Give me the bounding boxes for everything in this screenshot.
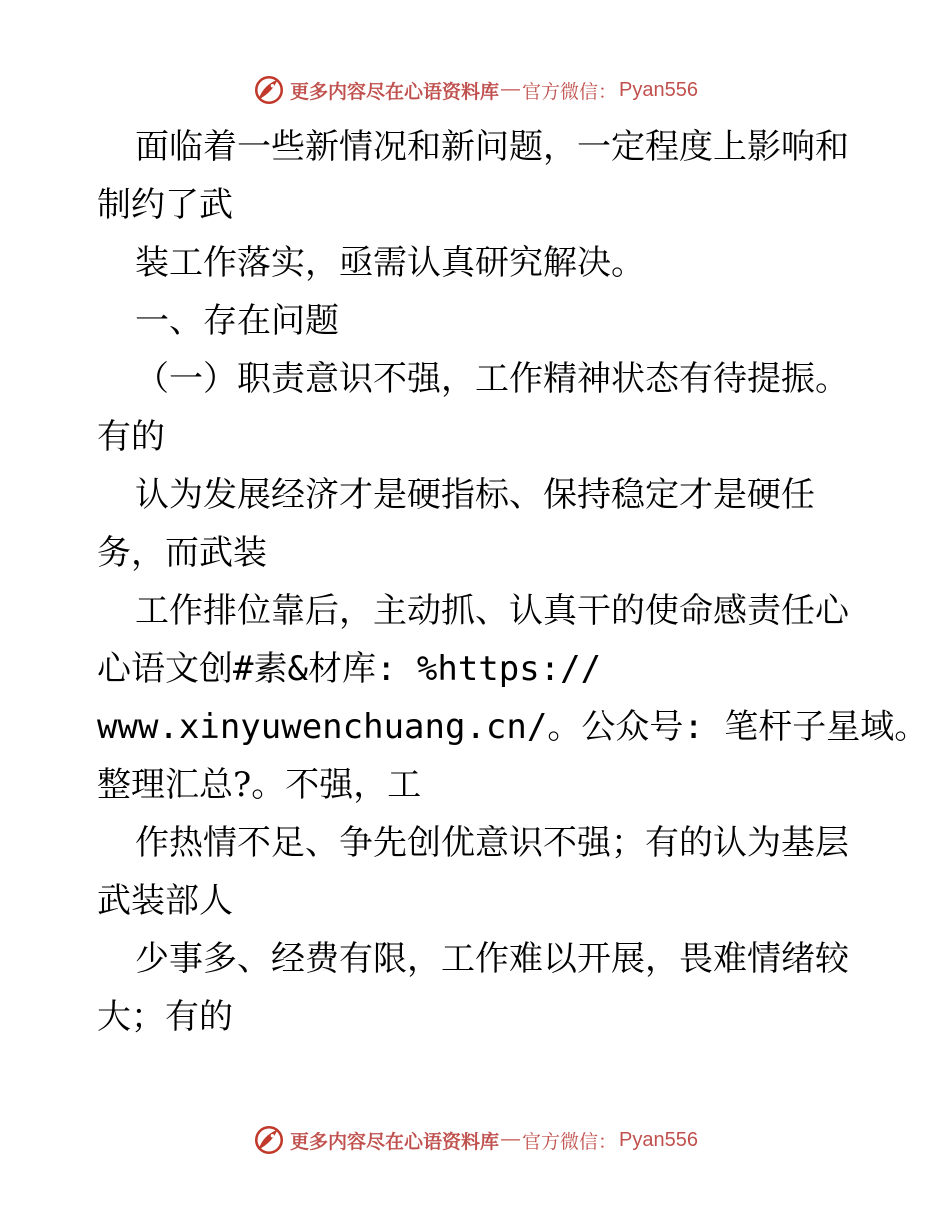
- banner-main-text: 更多内容尽在心语资料库: [290, 1130, 500, 1153]
- banner-wechat-label: 官方微信：: [522, 80, 618, 103]
- header-banner: [0, 70, 950, 110]
- body-line-2: 制约了武: [97, 185, 233, 225]
- footer-banner: [0, 1120, 950, 1160]
- body-line-6: 有的: [97, 417, 165, 457]
- body-line-9: 工作排位靠后，主动抓、认真干的使命感责任心: [135, 591, 849, 631]
- body-line-16: 大；有的: [97, 997, 233, 1037]
- banner-wechat-id: Pyan556: [619, 78, 698, 101]
- body-line-7: 认为发展经济才是硬指标、保持稳定才是硬任: [135, 475, 815, 515]
- body-line-15: 少事多、经费有限，工作难以开展，畏难情绪较: [135, 939, 849, 979]
- document-body: [97, 118, 929, 1046]
- section-heading: 一、存在问题: [135, 301, 339, 341]
- body-line-8: 务，而武装: [97, 533, 267, 573]
- banner-dash: —: [501, 1129, 521, 1150]
- body-line-13: 作热情不足、争先创优意识不强；有的认为基层: [135, 823, 849, 863]
- banner-main-text: 更多内容尽在心语资料库: [290, 80, 500, 103]
- pen-nib-logo-icon: [252, 1123, 286, 1157]
- banner-dash: —: [501, 79, 521, 100]
- subsection-heading: （一）职责意识不强，工作精神状态有待提振。: [135, 359, 849, 399]
- body-line-14: 武装部人: [97, 881, 233, 921]
- watermark-line-2: www.xinyuwenchuang.cn/。公众号: 笔杆子星域。: [97, 707, 929, 747]
- banner-wechat-label: 官方微信：: [522, 1130, 618, 1153]
- banner-wechat-id: Pyan556: [619, 1128, 698, 1151]
- watermark-line-1: 心语文创#素&材库: %https://: [97, 649, 602, 689]
- body-line-12: 整理汇总?。不强，工: [97, 765, 422, 805]
- body-line-1: 面临着一些新情况和新问题，一定程度上影响和: [135, 127, 849, 167]
- pen-nib-logo-icon: [252, 73, 286, 107]
- body-line-3: 装工作落实，亟需认真研究解决。: [135, 243, 645, 283]
